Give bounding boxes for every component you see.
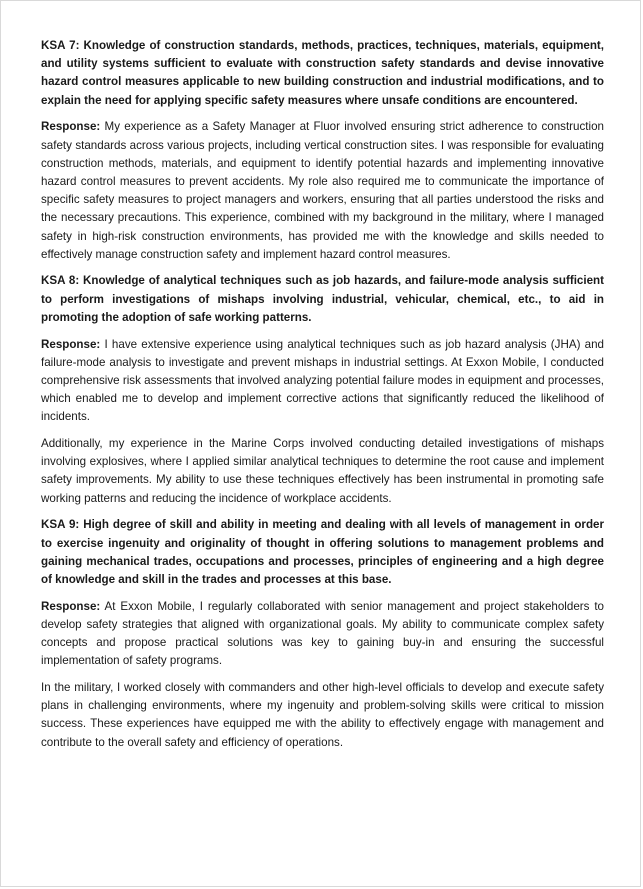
- ksa-8-response: [41, 336, 604, 427]
- ksa-9-response-text: At Exxon Mobile, I regularly collaborated with senior management and project stakeholders to develop safety strategies that aligned with organizational goals. My ability to communicate complex safety concepts and propose practical solutions was key to gaining buy-in and ensuring the successful implementation of safety programs.: [41, 599, 604, 668]
- ksa-7-response-text: My experience as a Safety Manager at Fluor involved ensuring strict adherence to construction safety standards across various projects, including vertical construction sites. I was responsible for evaluating construction methods, materials, and equipment to identify potential hazards and implementing innovative hazard control measures to prevent accidents. My role also required me to communicate the importance of specific safety measures to project managers and workers, ensuring that all parties understood the risks and the necessary precautions. This experience, combined with my background in the military, where I managed safety in high-risk construction environments, has provided me with the knowledge and skills needed to effectively manage construction safety and implement hazard control measures.: [41, 120, 604, 261]
- ksa-9-additional-paragraph: In the military, I worked closely with commanders and other high-level officials to develop and execute safety plans in challenging environments, where my ingenuity and problem-solving skills were critical to mission success. These experiences have equipped me with the ability to effectively engage with management and contribute to the overall safety and efficiency of operations.: [41, 681, 604, 749]
- document-body: [41, 37, 604, 760]
- ksa-9-response: [41, 598, 604, 671]
- response-label: Response:: [41, 120, 101, 134]
- ksa-9-heading: KSA 9: High degree of skill and ability in meeting and dealing with all levels of management in order to exercise ingenuity and originality of thought in offering solutions to management problems and gaining mechanical trades, occupations and processes, principles of engineering and a high degree of knowledge and skill in the trades and processes at this base.: [41, 518, 604, 586]
- ksa-8-response-text: I have extensive experience using analytical techniques such as job hazard analysis (JHA) and failure-mode analysis to investigate and prevent mishaps in industrial settings. At Exxon Mobile, I conducted comprehensive risk assessments that involved analyzing potential failure modes in equipment and processes, which enabled me to develop and implement corrective actions that significantly reduced the likelihood of incidents.: [41, 337, 604, 424]
- ksa-7-heading: KSA 7: Knowledge of construction standards, methods, practices, techniques, materials, equipment, and utility systems sufficient to evaluate with construction safety standards and devise innovative hazard control measures applicable to new building construction and industrial modifications, and to explain the need for applying specific safety measures where unsafe conditions are encountered.: [41, 39, 604, 107]
- response-label: Response:: [41, 599, 101, 613]
- ksa-8-additional-paragraph: Additionally, my experience in the Marine Corps involved conducting detailed investigations of mishaps involving explosives, where I applied similar analytical techniques to determine the root cause and implement safety improvements. My ability to use these techniques effectively has been instrumental in promoting safe working patterns and reducing the incidence of workplace accidents.: [41, 437, 604, 505]
- ksa-8-heading: KSA 8: Knowledge of analytical techniques such as job hazards, and failure-mode analysis sufficient to perform investigations of mishaps involving industrial, vehicular, chemical, etc., to aid in promoting the adoption of safe working patterns.: [41, 274, 604, 324]
- ksa-7-response: [41, 118, 604, 264]
- response-label: Response:: [41, 337, 101, 351]
